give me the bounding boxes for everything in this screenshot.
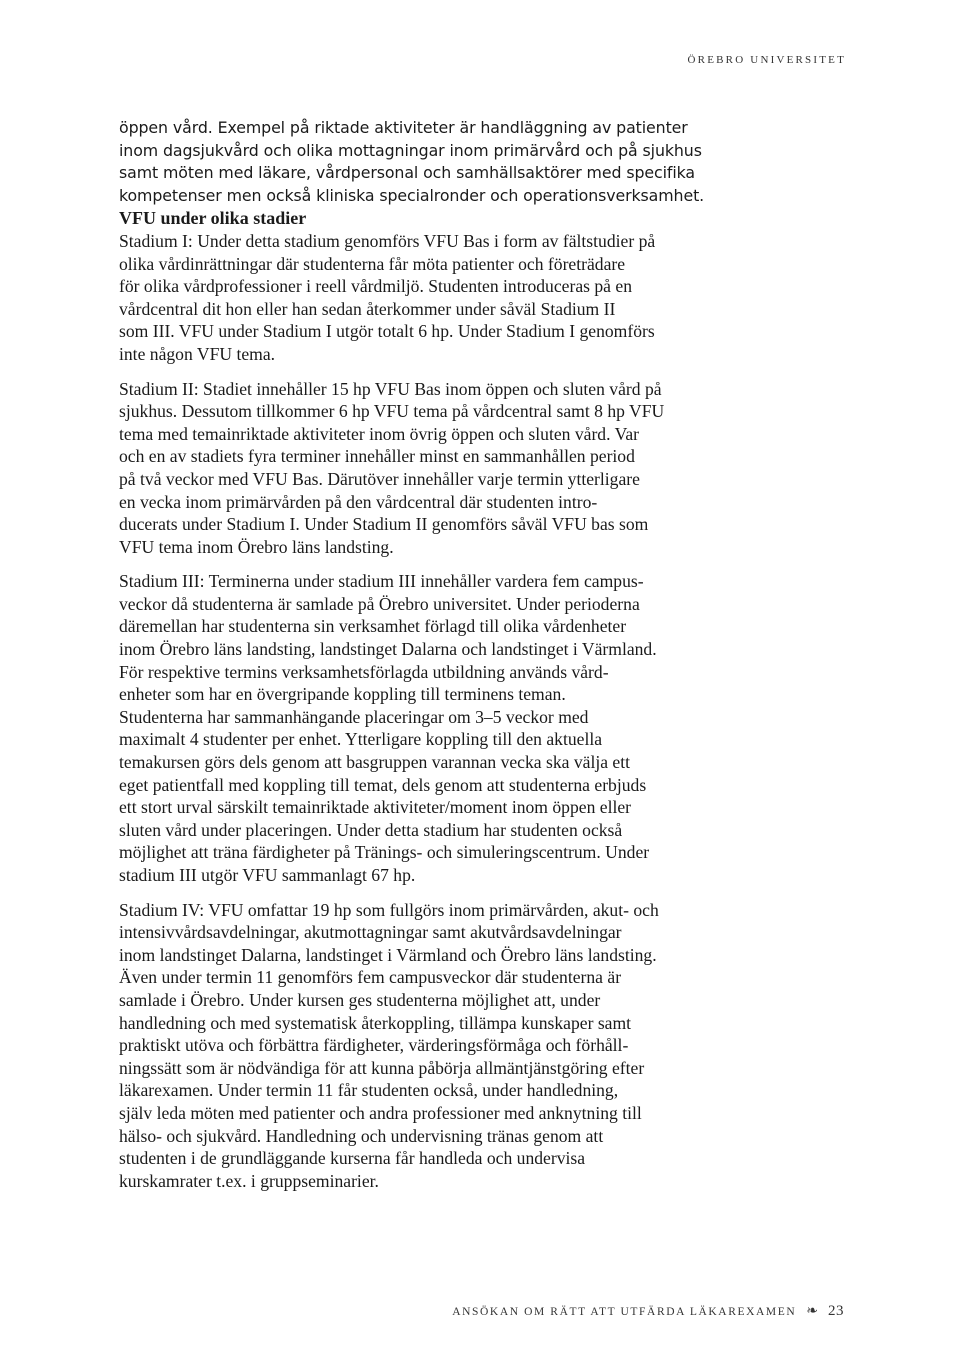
text-line: kurskamrater t.ex. i gruppseminarier.	[119, 1170, 379, 1191]
paragraph-stadium-1	[119, 230, 749, 366]
text-line: inom Örebro läns landsting, landstinget Dalarna och landstinget i Värmland.	[119, 639, 657, 660]
text-line: och en av stadiets fyra terminer innehåller minst en sammanhållen period	[119, 446, 635, 467]
text-line: samlade i Örebro. Under kursen ges studenterna möjlighet att, under	[119, 989, 601, 1010]
text-line: Även under termin 11 genomförs fem campusveckor där studenterna är	[119, 967, 622, 988]
text-line: kompetenser men också kliniska specialronder och operationsverksamhet.	[119, 185, 705, 205]
text-line: inom dagsjukvård och olika mottagningar inom primärvård och på sjukhus	[119, 140, 702, 160]
text-line: Stadium IV: VFU omfattar 19 hp som fullgörs inom primärvården, akut- och	[119, 899, 659, 920]
text-line: som III. VFU under Stadium I utgör totalt 6 hp. Under Stadium I genomförs	[119, 321, 655, 342]
text-line: ett stort urval särskilt temainriktade aktiviteter/moment inom öppen eller	[119, 797, 632, 818]
text-line: temakursen görs dels genom att basgruppen varannan vecka ska välja ett	[119, 752, 631, 773]
text-line: på två veckor med VFU Bas. Därutöver innehåller varje termin ytterligare	[119, 468, 640, 489]
text-line: hälso- och sjukvård. Handledning och undervisning tränas genom att	[119, 1125, 604, 1146]
text-line: en vecka inom primärvården på den vårdcentral där studenten intro-	[119, 491, 598, 512]
text-line: ningssätt som är nödvändiga för att kunna påbörja allmäntjänstgöring efter	[119, 1057, 645, 1078]
text-line: ducerats under Stadium I. Under Stadium II genomförs såväl VFU bas som	[119, 514, 649, 535]
text-line: intensivvårdsavdelningar, akutmottagningar samt akutvårdsavdelningar	[119, 922, 622, 943]
running-footer	[452, 1303, 844, 1320]
text-line: däremellan har studenterna sin verksamhet förlagd till olika vårdenheter	[119, 616, 627, 637]
text-line: För respektive termins verksamhetsförlagda utbildning används vård-	[119, 661, 609, 682]
text-line: eget patientfall med koppling till temat, dels genom att studenterna erbjuds	[119, 774, 647, 795]
paragraph-stadium-4	[119, 899, 749, 1193]
text-line: möjlighet att träna färdigheter på Tränings- och simuleringscentrum. Under	[119, 842, 650, 863]
text-line: Stadium III: Terminerna under stadium III innehåller vardera fem campus-	[119, 571, 644, 592]
text-line: veckor då studenterna är samlade på Örebro universitet. Under perioderna	[119, 593, 640, 614]
text-line: öppen vård. Exempel på riktade aktiviteter är handläggning av patienter	[119, 118, 688, 137]
section-heading: VFU under olika stadier	[119, 208, 307, 229]
text-line: stadium III utgör VFU sammanlagt 67 hp.	[119, 865, 416, 885]
paragraph-stadium-3	[119, 570, 749, 886]
text-line: sluten vård under placeringen. Under detta stadium har studenten också	[119, 819, 623, 840]
text-line: praktiskt utöva och förbättra färdigheter, värderingsförmåga och förhåll-	[119, 1035, 629, 1056]
text-line: olika vårdinrättningar där studenterna får möta patienter och företrädare	[119, 253, 626, 274]
intro-paragraph	[119, 117, 749, 207]
text-line: tema med temainriktade aktiviteter inom övrig öppen och sluten vård. Var	[119, 423, 640, 444]
text-line: sjukhus. Dessutom tillkommer 6 hp VFU tema på vårdcentral samt 8 hp VFU	[119, 401, 665, 422]
paragraph-stadium-2	[119, 378, 749, 559]
text-line: enheter som har en övergripande koppling till terminens teman.	[119, 684, 566, 705]
text-line: Stadium II: Stadiet innehåller 15 hp VFU Bas inom öppen och sluten vård på	[119, 378, 662, 399]
text-line: inom landstinget Dalarna, landstinget i Värmland och Örebro läns landsting.	[119, 944, 657, 965]
fleuron-icon: ❧	[806, 1304, 818, 1319]
text-line: Stadium I: Under detta stadium genomförs VFU Bas i form av fältstudier på	[119, 230, 656, 251]
text-line: maximalt 4 studenter per enhet. Ytterligare koppling till den aktuella	[119, 729, 603, 750]
text-line: för olika vårdprofessioner i reell vårdmiljö. Studenten introduceras på en	[119, 276, 632, 297]
text-line: samt möten med läkare, vårdpersonal och samhällsaktörer med specifika	[119, 163, 695, 183]
page-body	[119, 117, 749, 1204]
page-number: 23	[828, 1303, 844, 1319]
text-line: studenten i de grundläggande kurserna får handleda och undervisa	[119, 1148, 586, 1169]
text-line: handledning och med systematisk återkoppling, tillämpa kunskaper samt	[119, 1012, 632, 1033]
text-line: VFU tema inom Örebro läns landsting.	[119, 536, 394, 557]
footer-title: ANSÖKAN OM RÄTT ATT UTFÄRDA LÄKAREXAMEN	[452, 1306, 797, 1318]
text-line: vårdcentral dit hon eller han sedan återkommer under såväl Stadium II	[119, 298, 616, 319]
running-header: ÖREBRO UNIVERSITET	[687, 54, 846, 66]
text-line: läkarexamen. Under termin 11 får studenten också, under handledning,	[119, 1080, 619, 1101]
text-line: inte någon VFU tema.	[119, 343, 276, 364]
text-line: Studenterna har sammanhängande placeringar om 3–5 veckor med	[119, 706, 589, 727]
text-line: själv leda möten med patienter och andra professioner med anknytning till	[119, 1102, 642, 1123]
